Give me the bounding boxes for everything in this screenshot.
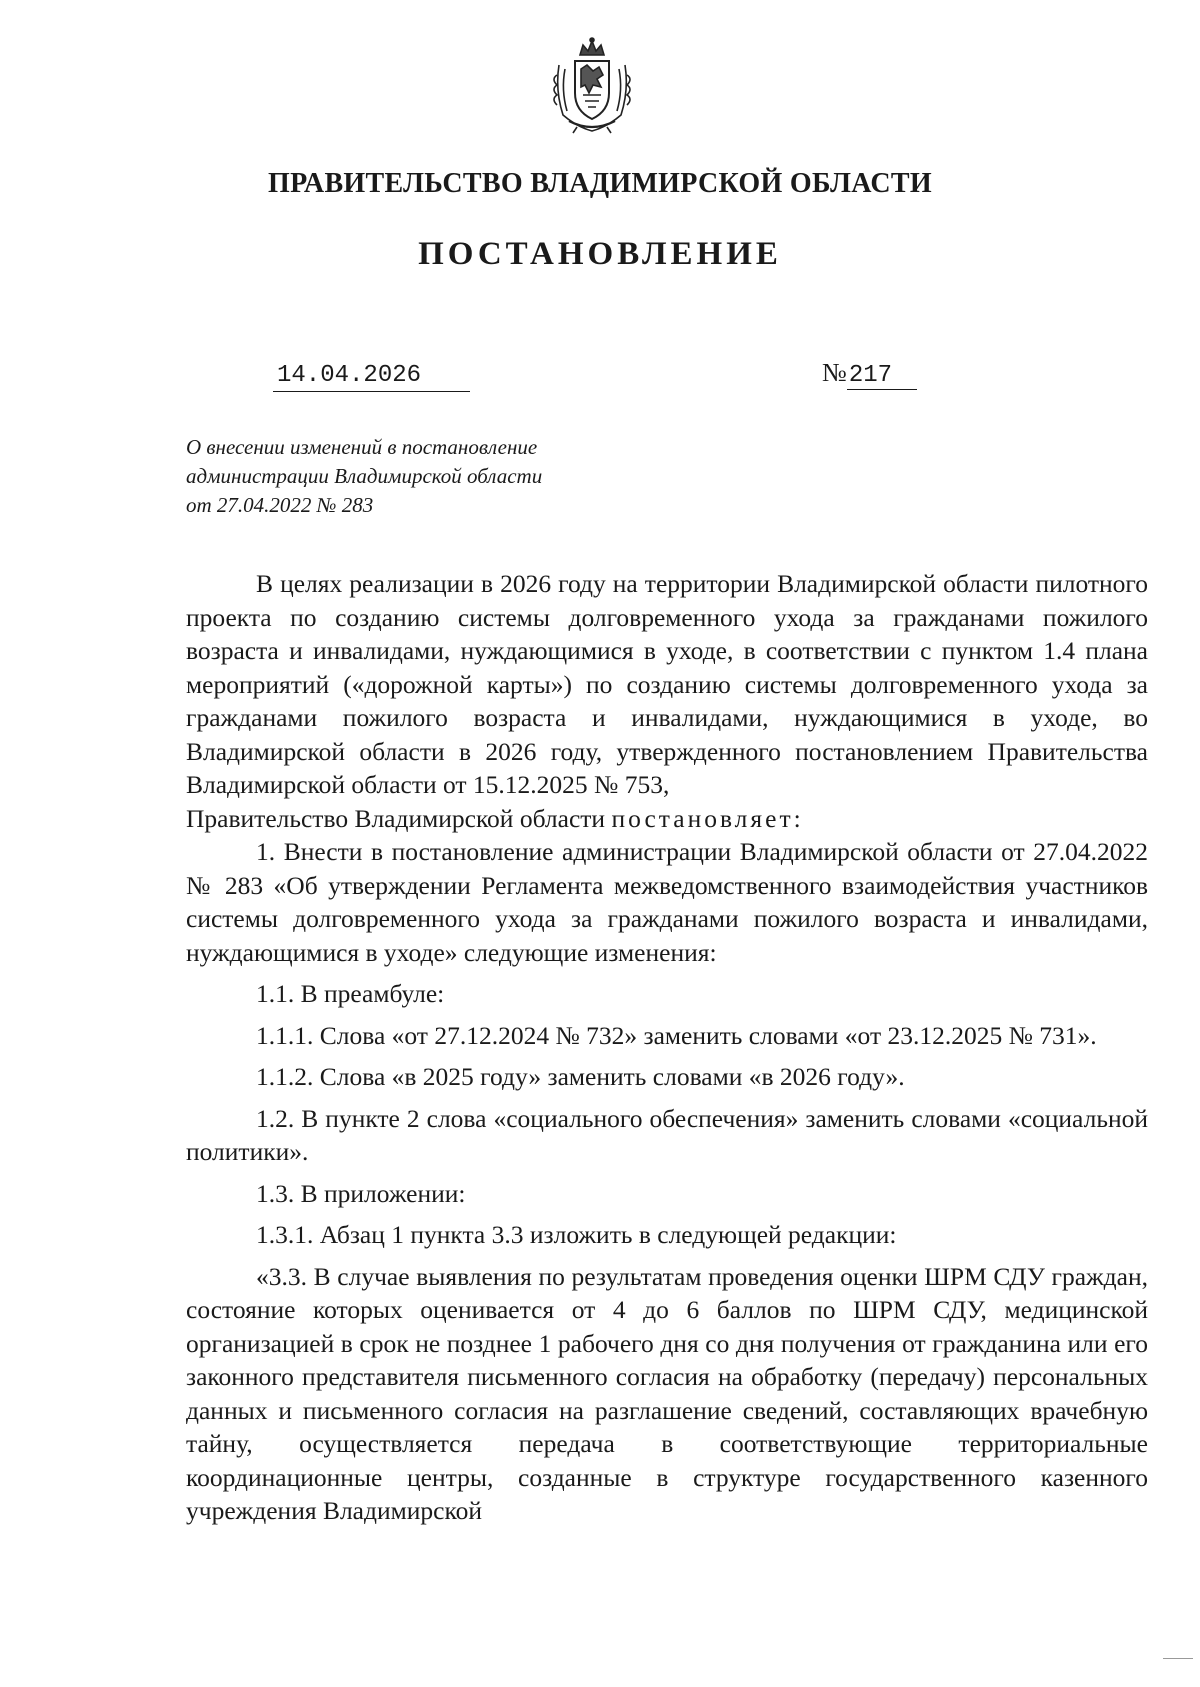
subject-line: от 27.04.2022 № 283 <box>186 493 374 517</box>
resolution-keyword: постановляет <box>611 803 794 833</box>
item-1-3-paragraph: 1.3. В приложении: <box>256 1178 466 1208</box>
subject-line: администрации Владимирской области <box>186 464 543 488</box>
document-subject <box>186 433 606 520</box>
document-number: 217 <box>847 362 917 390</box>
item-1-3-1-paragraph: 1.3.1. Абзац 1 пункта 3.3 изложить в следующей редакции: <box>256 1220 897 1249</box>
item-1-2-paragraph: 1.2. В пункте 2 слова «социального обеспечения» заменить словами «социальной политики». <box>186 1103 1148 1166</box>
item-1-1-2-paragraph: 1.1.2. Слова «в 2025 году» заменить словами «в 2026 году». <box>256 1062 905 1091</box>
item-3-3-quote-paragraph: «3.3. В случае выявления по результатам проведения оценки ШРМ СДУ граждан, состояние которых оценивается от 4 до 6 баллов по ШРМ СДУ, медицинской организацией в срок не позднее 1 рабочего дня со дня получения от гражданина или его законного представителя письменного согласия на обработку (передачу) персональных данных и письменного согласия на разглашение сведений, составляющих врачебную тайну, осуществляется передача в соответствующие территориальные координационные центры, созданные в структуре государственного казенного учреждения Владимирской <box>186 1261 1148 1525</box>
resolution-clause-prefix: Правительство Владимирской области <box>186 803 612 833</box>
number-sign: № <box>822 358 847 387</box>
resolution-clause <box>186 802 1148 836</box>
organization-title: ПРАВИТЕЛЬСТВО ВЛАДИМИРСКОЙ ОБЛАСТИ <box>268 168 932 199</box>
document-number-block <box>822 358 917 390</box>
document-body <box>186 567 1148 1528</box>
document-date: 14.04.2026 <box>273 362 470 392</box>
item-1-1-1-paragraph: 1.1.1. Слова «от 27.12.2024 № 732» заменить словами «от 23.12.2025 № 731». <box>256 1020 1097 1050</box>
document-type-title: ПОСТАНОВЛЕНИЕ <box>418 236 782 272</box>
item-1-paragraph: 1. Внести в постановление администрации Владимирской области от 27.04.2022 № 283 «Об утверждении Регламента межведомственного взаимодействия участников системы долговременного ухода за гражданами пожилого возраста и инвалидами, нуждающимися в уходе» следующие изменения: <box>186 837 1148 967</box>
scan-edge-mark <box>1163 1658 1193 1659</box>
resolution-clause-suffix: : <box>793 803 801 833</box>
preamble-paragraph: В целях реализации в 2026 году на территории Владимирской области пилотного проекта по созданию системы долговременного ухода за гражданами пожилого возраста и инвалидами, нуждающимися в уходе, в соответствии с пунктом 1.4 плана мероприятий («дорожной карты») по созданию системы долговременного ухода за гражданами пожилого возраста и инвалидами, нуждающимися в уходе, во Владимирской области в 2026 году, утвержденного постановлением Правительства Владимирской области от 15.12.2025 № 753, <box>186 569 1148 799</box>
coat-of-arms-emblem <box>547 35 637 135</box>
subject-line: О внесении изменений в постановление <box>186 435 538 459</box>
item-1-1-paragraph: 1.1. В преамбуле: <box>256 979 445 1008</box>
